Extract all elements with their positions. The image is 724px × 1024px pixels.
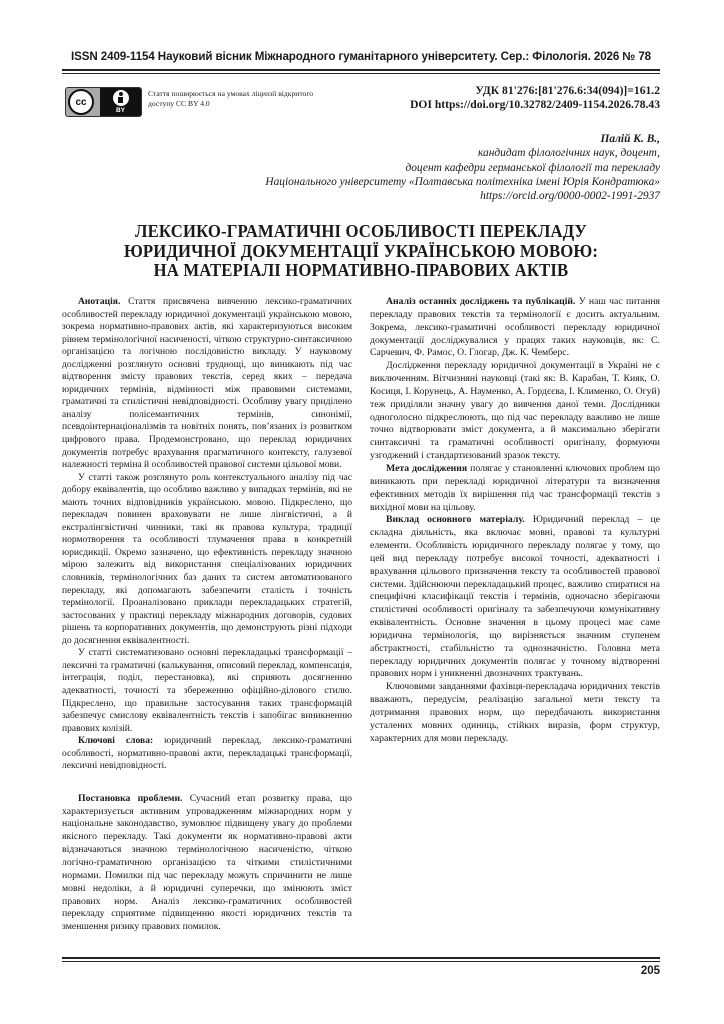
aim-label: Мета дослідження: [386, 462, 468, 474]
aim-paragraph: Мета дослідження полягає у становленні ключових проблем що виникають при перекладі юридичної літератури та визначення ефективних методів їх вирішення під час трансформації текстів з вихідної мови на цільову.: [370, 462, 661, 513]
doi-link[interactable]: DOI https://doi.org/10.32782/2409-1154.2026.78.43: [410, 98, 660, 111]
author-degree: кандидат філологічних наук, доцент,: [477, 147, 660, 160]
abstract-paragraph: У статті систематизовано основні перекладацькі трансформації – лексичні та граматичні (калькування, описовий переклад, компенсація, інтеграція, поділ, перестановка), які сприяють досягненню адекватності, точності та збереженню офіційно-ділового стилю. Підкреслено, що правильне застосування таких трансформацій забезпечує смислову еквівалентність текстів і запобігає виникненню правових колізій.: [62, 647, 352, 734]
article-body: [62, 296, 660, 952]
license-text: Стаття поширюється на умовах ліцензії відкритого доступу CC BY 4.0: [148, 89, 314, 108]
footer-rule-thick: [62, 957, 660, 959]
analysis-paragraph: Аналіз останніх досліджень та публікацій. У наш час питання перекладу правових текстів та термінології є досить актуальним. Зокрема, лексико-граматичні особливості перекладу юридичної документації досліджувалися у працях таких науковців, як: С. Сарчевич, Ф. Рамос, О. Глогар, Дж. К. Чемберс.: [370, 296, 661, 359]
author-position: доцент кафедри германської філології та перекладу: [405, 161, 660, 174]
person-icon: [113, 90, 129, 106]
material-paragraph: Виклад основного матеріалу. Юридичний переклад – це складна діяльність, яка включає мовні, правові та культурні елементи. Особливість юридичного перекладу полягає у тому, що цей вид перекладу потребує високої точності, адекватності і врахування цільового призначення тексту та особливостей правової системи. Здійснюючи перекладацький процес, важливо спиратися на специфічні класифікації текстів і термінів, одночасно зберігаючи стилістичні особливості оригіналу та забезпечуючи комунікативну еквівалентність. Основне значення в цьому процесі має саме юридична термінологія, що вирізняється значним ступенем абстрактності, стабільністю та однозначністю. Головна мета перекладу юридичних документів полягає у точному відтворенні правових норм і уникненні двозначних трактувань.: [370, 514, 661, 680]
title-line: ЛЕКСИКО-ГРАМАТИЧНІ ОСОБЛИВОСТІ ПЕРЕКЛАДУ: [135, 221, 587, 241]
cc-icon: cc: [68, 89, 94, 115]
abstract-paragraph: У статті також розглянуто роль контекстуального аналізу під час добору еквівалентів, що особливо важливо у випадках термінів, які не мають точних відповідників українською. мовою. Підкреслено, що перекладач повинен враховувати не лише лінгвістичні, а й екстралінгвістичні чинники, такі як правова культура, традиції нормотворення та особливості тлумачення права в конкретній юрисдикції. Окремо зазначено, що ефективність перекладу значною мірою залежить від використання спеціалізованих юридичних словників, термінологічних баз даних та систем автоматизованого перекладу, які допомагають забезпечити сталість і точність термінології. Проаналізовано приклади перекладацьких стратегій, застосованих у практиці перекладу міжнародних договорів, судових рішень та корпоративних документів, що демонструють різні підходи до досягнення еквівалентності.: [62, 471, 352, 646]
article-title: [62, 222, 660, 281]
keywords-paragraph: Ключові слова: юридичний переклад, лексико-граматичні особливості, нормативно-правові акти, перекладацькі трансформації, лексичні невідповідності.: [62, 735, 353, 772]
author-university: Національного університету «Полтавська політехніка імені Юрія Кондратюка»: [265, 175, 660, 188]
right-column: [370, 296, 660, 746]
problem-paragraph: Постановка проблеми. Сучасний етап розвитку права, що характеризується активним упровадженням міжнародних норм у національне законодавство, зумовлює підвищену увагу до проблеми якісного перекладу. Такі документи як нормативно-правові акти відзначаються значною термінологічною насиченістю, чіткою логічно-граматичною організацією та чіткими стилістичними нормами. Помилки під час перекладу можуть спричинити не лише мовні недоліки, а й юридичні суперечки, що змінюють зміст правових норм. Аналіз лексико-граматичних особливостей перекладу сприятиме підвищенню якості юридичних текстів та зменшення ризику правових помилок.: [62, 792, 352, 933]
author-name: Палій К. В.,: [600, 133, 660, 145]
material-paragraph: Ключовими завданнями фахівця-перекладача юридичних текстів вважають, передусім, реалізацію загальної мети тексту та дотримання правових норм, що передбачають використання усталених мовних одиниць, стійких виразів, форм структур, характерних для мови перекладу.: [370, 681, 660, 744]
author-orcid[interactable]: https://orcid.org/0000-0002-1991-2937: [480, 190, 660, 203]
analysis-paragraph: Дослідження перекладу юридичної документації в Україні не є виключенням. Вітчизняні науковці (такі як: В. Карабан, Т. Кияк, О. Косиця, І. Корунець, А. Науменко, А. Гордєєва, І. Клименко, О. Огуй) теж приділяли значну увагу до вивчення даної теми. Дослідники одноголосно підкреслюють, що під час перекладу важливо не лише точно відтворювати зміст документа, а й максимально зберігати синтаксичні та граматичні особливості оригіналу, формуючи узгоджений і стандартизований зразок тексту.: [370, 360, 660, 462]
analysis-label: Аналіз останніх досліджень та публікацій.: [386, 296, 576, 307]
cc-by-license-badge[interactable]: [65, 87, 142, 117]
journal-header: ISSN 2409-1154 Науковий вісник Міжнародного гуманітарного університету. Сер.: Філологія. 2026 № 78: [70, 50, 652, 63]
title-line: НА МАТЕРІАЛІ НОРМАТИВНО-ПРАВОВИХ АКТІВ: [153, 260, 569, 280]
udc-doi-block: [410, 84, 660, 112]
material-label: Виклад основного матеріалу.: [386, 514, 525, 526]
by-label: BY: [115, 107, 126, 114]
udc-code: УДК 81'276:[81'276.6:34(094)]=161.2: [475, 84, 660, 97]
by-section: [100, 88, 141, 116]
keywords-label: Ключові слова:: [78, 735, 154, 747]
header-rule-thick: [62, 69, 660, 71]
header-rule-thin: [62, 73, 660, 74]
title-line: ЮРИДИЧНОЇ ДОКУМЕНТАЦІЇ УКРАЇНСЬКОЮ МОВОЮ:: [123, 240, 599, 261]
problem-label: Постановка проблеми.: [78, 792, 183, 804]
abstract-paragraph: Анотація. Стаття присвячена вивченню лексико-граматичних особливостей перекладу юридичної документації українською мовою, зокрема нормативно-правових актів, які характеризуються високим рівнем термінологічної насиченості, чіткою структурно-синтаксичною організацією та логічною послідовністю викладу. У науковому дослідженні розглянуто основні труднощі, що виникають під час відтворення змісту правових текстів, серед яких – передача юридичних термінів, відмінності між правовими системами, граматичні та стилістичні невідповідності. Особливу увагу приділено аналізу полісемантичних термінів, синонімії, псевдоінтернаціоналізмів та новітніх понять, пов’язаних із розвитком цифрового права. Продемонстровано, що переклад юридичних документів потребує врахування прагматичного контексту, галузевої належності терміна й особливостей правової системи цільової мови.: [62, 296, 352, 471]
page-number: 205: [640, 965, 660, 977]
left-column: [62, 296, 352, 934]
abstract-label: Анотація.: [78, 296, 121, 307]
footer-rule-thin: [62, 961, 660, 962]
author-block: [265, 132, 660, 203]
